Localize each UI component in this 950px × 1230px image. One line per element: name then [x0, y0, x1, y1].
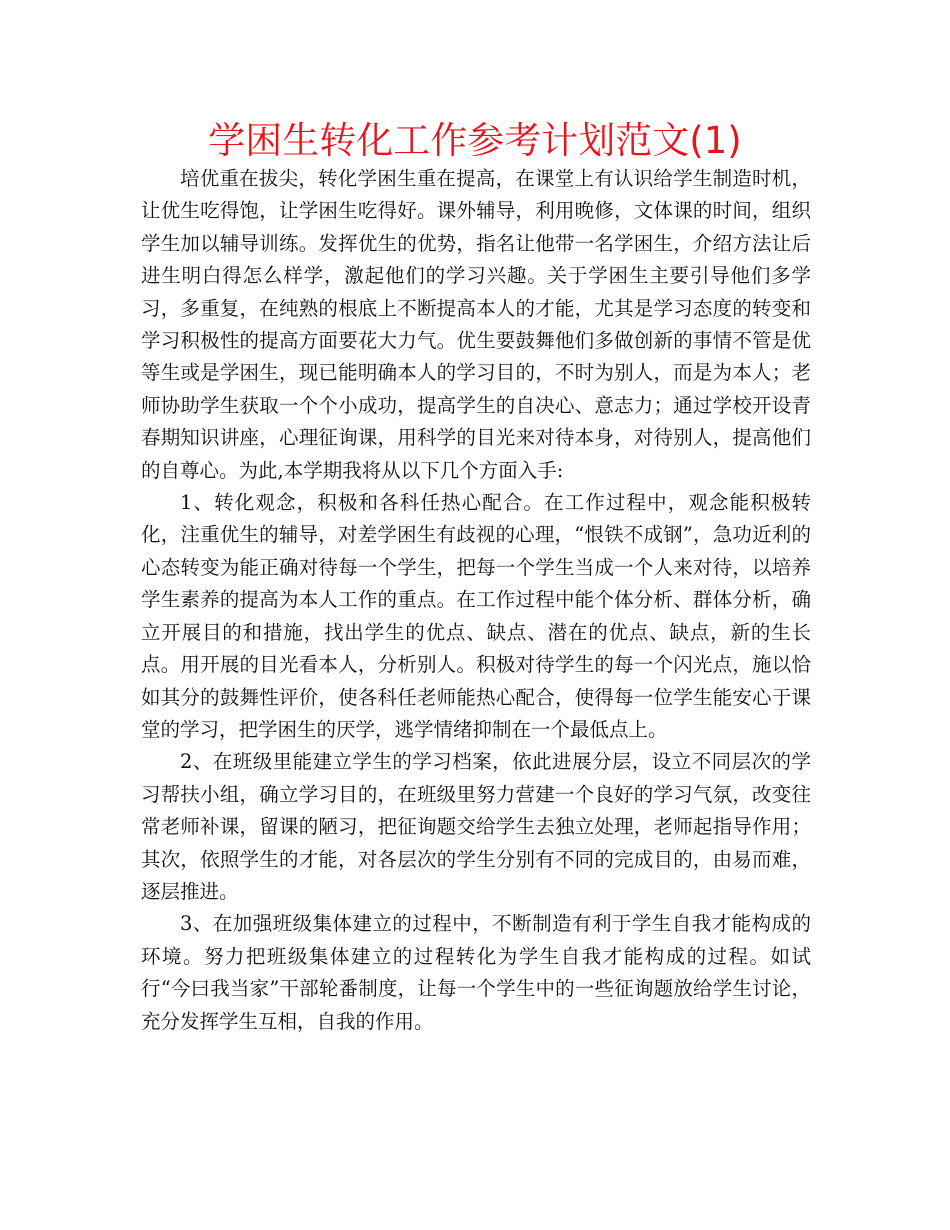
paragraph-item-2: 2、在班级里能建立学生的学习档案，依此进展分层，设立不同层次的学习帮扶小组，确立学习目的，在班级里努力营建一个良好的学习气氛，改变往常老师补课，留课的陋习，把征询题交给学生去独立处理，老师起指导作用；其次，依照学生的才能，对各层次的学生分别有不同的完成目的，由易而难，逐层推进。 — [141, 750, 811, 903]
paragraph-item-1: 1、转化观念，积极和各科任热心配合。在工作过程中，观念能积极转化，注重优生的辅导，对差学困生有歧视的心理，“恨铁不成钢”，急功近利的心态转变为能正确对待每一个学生，把每一个学生当成一个人来对待，以培养学生素养的提高为本人工作的重点。在工作过程中能个体分析、群体分析，确立开展目的和措施，找出学生的优点、缺点、潜在的优点、缺点，新的生长点。用开展的目光看本人，分析别人。积极对待学生的每一个闪光点，施以恰如其分的鼓舞性评价，使各科任老师能热心配合，使得每一位学生能安心于课堂的学习，把学困生的厌学，逃学情绪抑制在一个最低点上。 — [141, 491, 811, 741]
document-body — [141, 163, 811, 1038]
document-title: 学困生转化工作参考计划范文(1) — [208, 119, 742, 162]
paragraph-intro: 培优重在拔尖，转化学困生重在提高，在课堂上有认识给学生制造时机，让优生吃得饱，让学困生吃得好。课外辅导，利用晚修，文体课的时间，组织学生加以辅导训练。发挥优生的优势，指名让他带一名学困生，介绍方法让后进生明白得怎么样学，激起他们的学习兴趣。关于学困生主要引导他们多学习，多重复，在纯熟的根底上不断提高本人的才能，尤其是学习态度的转变和学习积极性的提高方面要花大力气。优生要鼓舞他们多做创新的事情不管是优等生或是学困生，现已能明确本人的学习目的，不时为别人，而是为本人；老师协助学生获取一个个小成功，提高学生的自决心、意志力；通过学校开设青春期知识讲座，心理征询课，用科学的目光来对待本身，对待别人，提高他们的自尊心。为此,本学期我将从以下几个方面入手: — [141, 167, 811, 482]
paragraph-item-3: 3、在加强班级集体建立的过程中，不断制造有利于学生自我才能构成的环境。努力把班级集体建立的过程转化为学生自我才能构成的过程。如试行“今曰我当家”干部轮番制度，让每一个学生中的一些征询题放给学生讨论，充分发挥学生互相，自我的作用。 — [141, 912, 811, 1033]
